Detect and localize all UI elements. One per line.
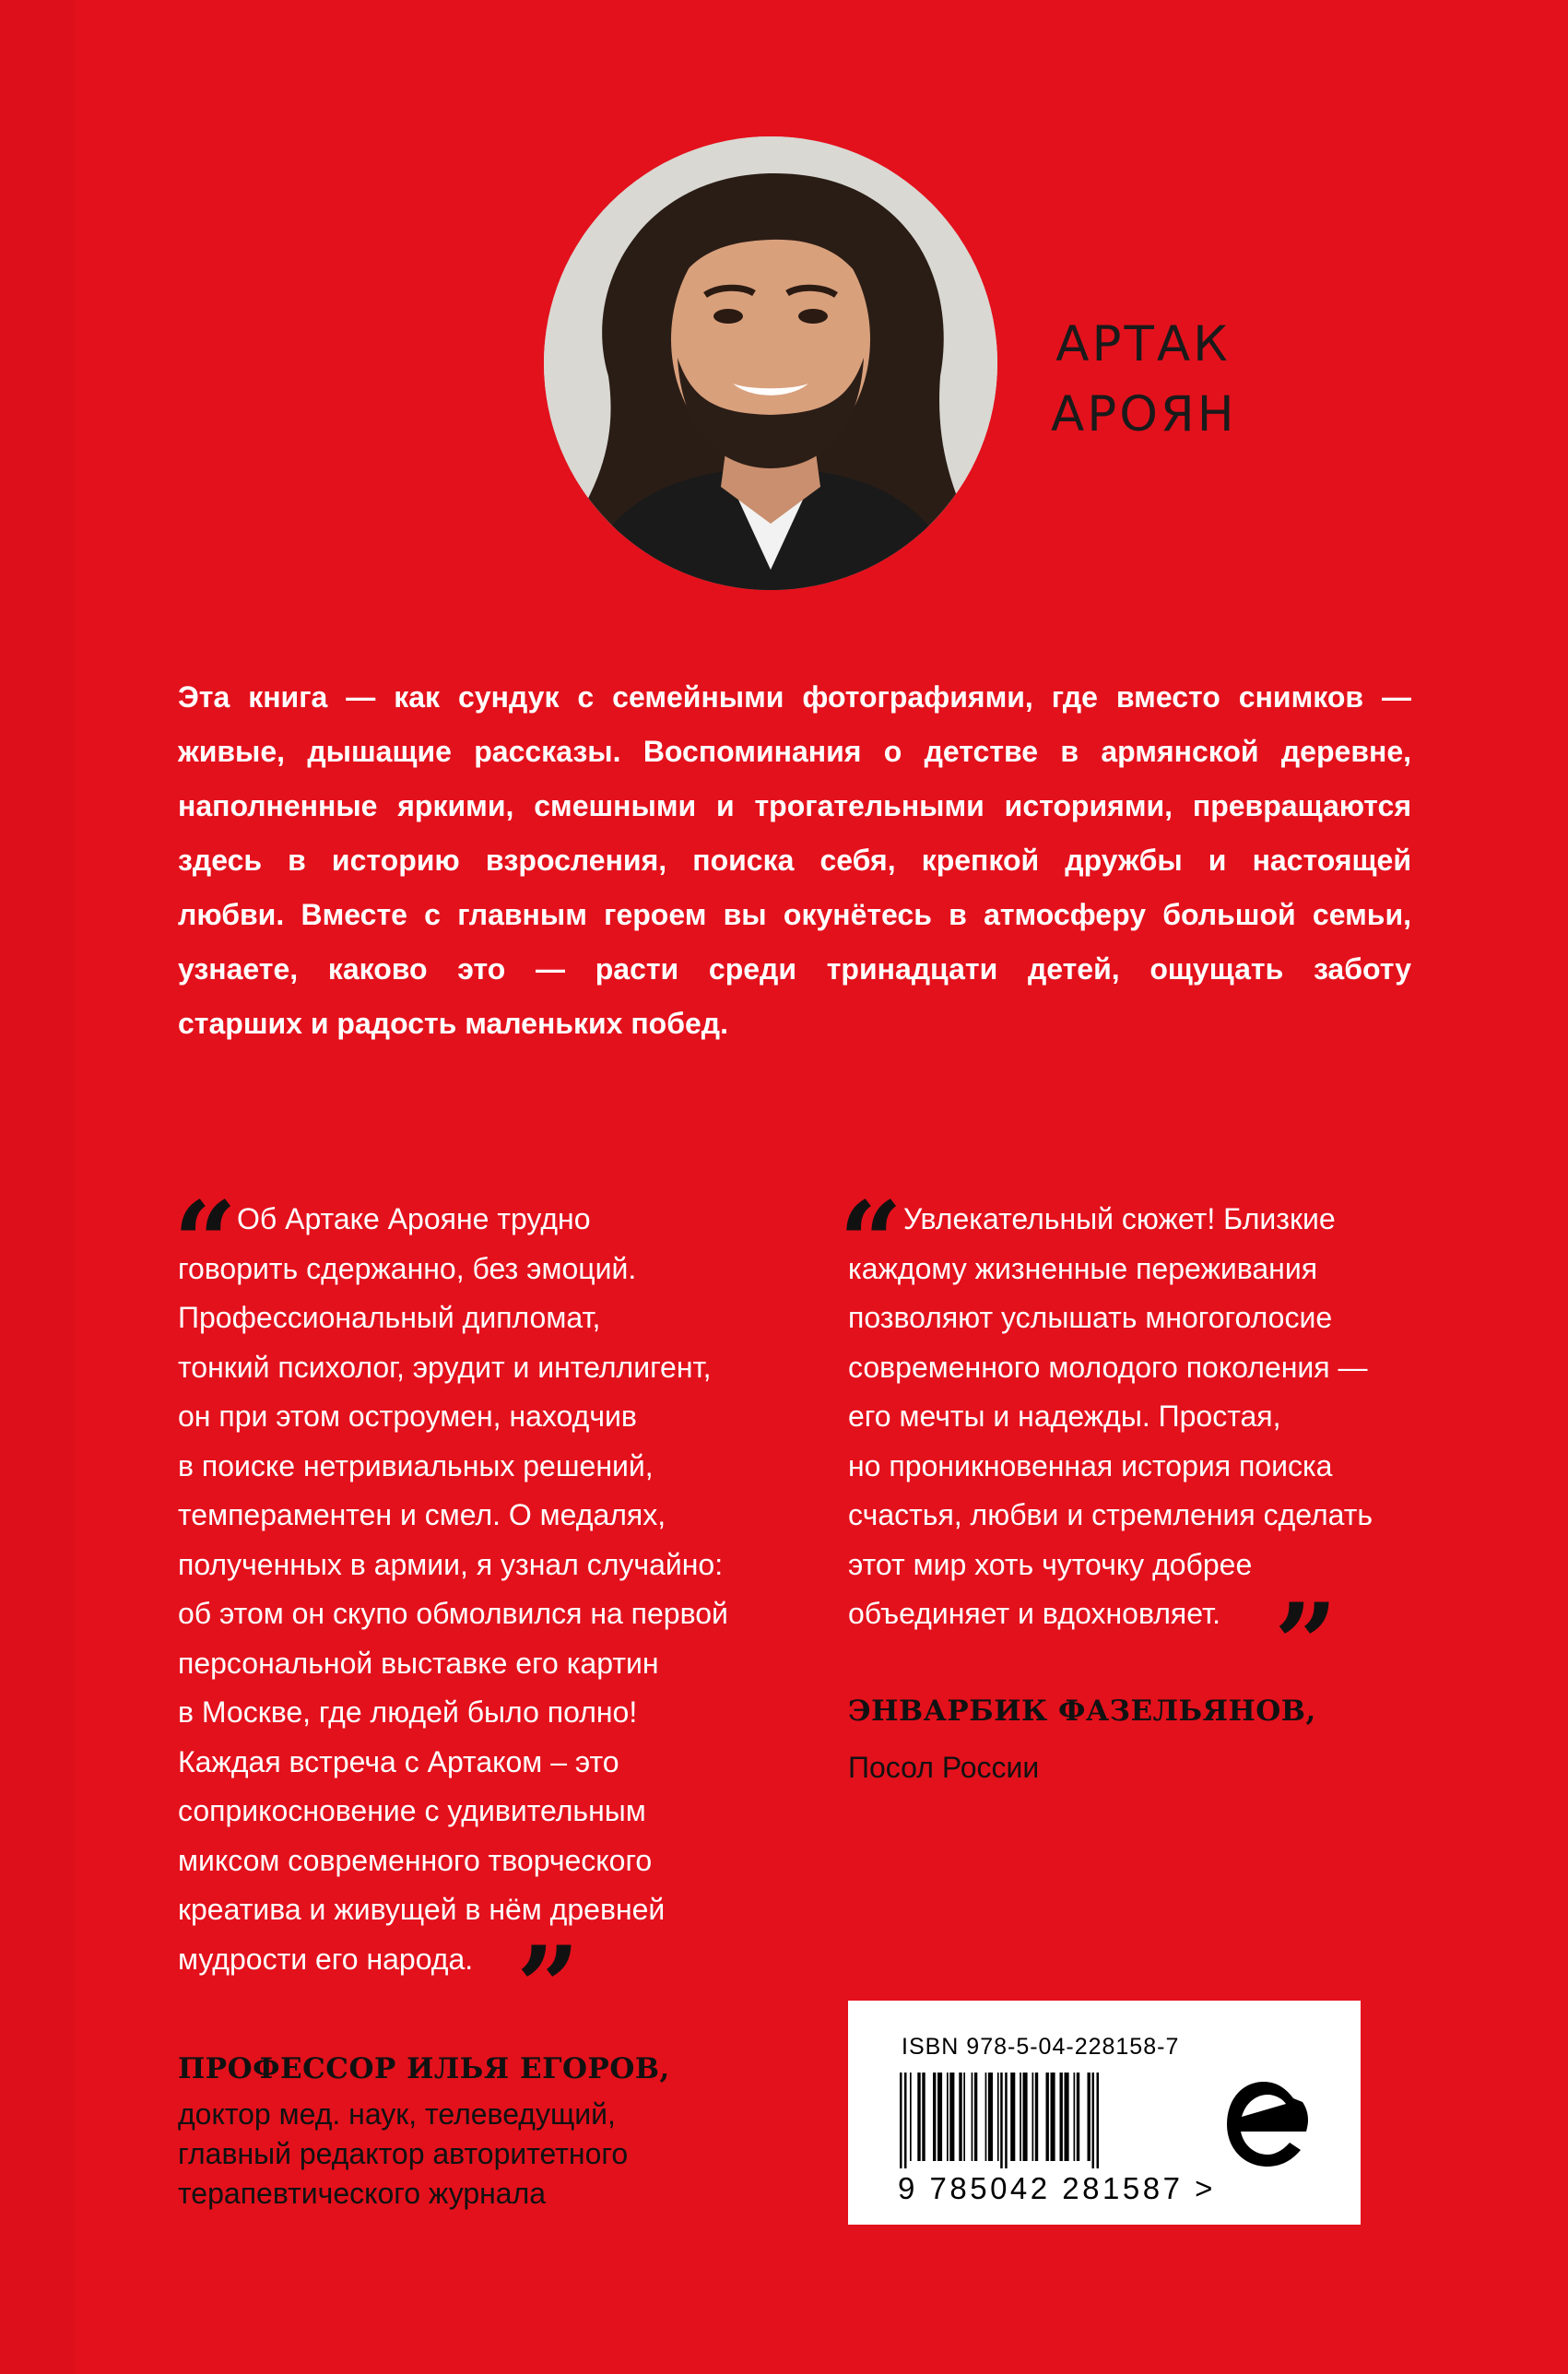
barcode-bar — [997, 2073, 999, 2161]
barcode-bar — [1023, 2073, 1028, 2161]
quote-left-line: в поиске нетривиальных решений, — [178, 1448, 654, 1482]
isbn-label: ISBN 978-5-04-228158-7 — [902, 2034, 1180, 2060]
quote-left-line: в Москве, где людей было полно! — [178, 1695, 638, 1729]
barcode-bar — [1088, 2073, 1091, 2161]
quote-left-line: он при этом остроумен, находчив — [178, 1400, 637, 1433]
barcode-bar — [1051, 2073, 1055, 2161]
quote-right-author-role — [848, 1748, 1039, 1788]
quote-left-line: Профессиональный дипломат, — [178, 1301, 601, 1334]
quote-left-line: Об Артаке Арояне трудно — [237, 1202, 591, 1235]
quote-right-line: Увлекательный сюжет! Близкие — [903, 1202, 1336, 1235]
barcode-bar — [1077, 2073, 1079, 2161]
barcode-bar — [974, 2073, 977, 2161]
quote-left-line: персональной выставке его картин — [178, 1646, 659, 1680]
annotation-line: узнаете, каково это — расти среди тринадцати детей, ощущать заботу — [178, 952, 1411, 986]
quote-left-line: мудрости его народа. — [178, 1942, 474, 1976]
annotation-line: старших и радость маленьких побед. — [178, 1007, 728, 1040]
quote-left-line: соприкосновение с удивительным — [178, 1794, 646, 1827]
barcode-bar — [922, 2073, 925, 2161]
quote-right-line: этот мир хоть чуточку добрее — [848, 1547, 1253, 1581]
quote-left-line: тонкий психолог, эрудит и интеллигент, — [178, 1350, 712, 1384]
quote-left-line: говорить сдержанно, без эмоций. — [178, 1251, 637, 1285]
quote-left-line: Каждая встреча с Артаком – это — [178, 1744, 619, 1778]
quote-right-line: современного молодого поколения — — [848, 1350, 1368, 1384]
quote-left-line: миксом современного творческого — [178, 1843, 653, 1877]
quote-right-line: счастья, любви и стремления сделать — [848, 1498, 1373, 1531]
cover-background — [0, 0, 74, 2374]
quote-left-text — [178, 1195, 728, 1984]
barcode-bar — [933, 2073, 936, 2161]
barcode-bar — [1065, 2073, 1069, 2161]
open-quote-icon: “ — [839, 1177, 903, 1307]
close-quote-icon: ” — [1274, 1579, 1338, 1709]
author-role-line: доктор мед. наук, телеведущий, — [178, 2097, 616, 2131]
annotation-line: Эта книга — как сундук с семейными фотографиями, где вместо снимков — — [178, 680, 1411, 714]
barcode-bar — [1035, 2073, 1038, 2161]
barcode-bar — [910, 2073, 912, 2161]
annotation-line: любви. Вместе с главным героем вы окунётесь в атмосферу большой семьи, — [178, 898, 1411, 931]
barcode-bar — [985, 2073, 987, 2161]
barcode-bar — [949, 2073, 954, 2161]
annotation-line: наполненные яркими, смешными и трогательными историями, превращаются — [178, 789, 1411, 822]
annotation-line: живые, дышащие рассказы. Воспоминания о детстве в армянской деревне, — [178, 735, 1411, 768]
barcode-bar — [1097, 2073, 1100, 2168]
publisher-logo-icon — [1221, 2073, 1314, 2176]
quote-right-text — [848, 1195, 1373, 1639]
quote-left-line: об этом он скупо обмолвился на первой — [178, 1597, 728, 1630]
quote-left-line: полученных в армии, я узнал случайно: — [178, 1547, 724, 1581]
author-last-name: АРОЯН — [1051, 386, 1237, 443]
author-role-line: терапевтического журнала — [178, 2177, 547, 2210]
open-quote-icon: “ — [173, 1177, 238, 1307]
barcode-bar — [1060, 2073, 1063, 2161]
isbn-digits: 9 785042 281587 > — [898, 2171, 1216, 2205]
quote-left-author: ПРОФЕССОР ИЛЬЯ ЕГОРОВ, — [178, 2052, 670, 2085]
barcode-bar — [1046, 2073, 1049, 2161]
barcode-bar — [1092, 2073, 1095, 2168]
barcode-bar — [1005, 2073, 1008, 2168]
book-annotation — [178, 670, 1411, 1051]
quote-right-line: позволяют услышать многоголосие — [848, 1301, 1333, 1334]
close-quote-icon: ” — [516, 1922, 581, 2052]
barcode-bar — [963, 2073, 965, 2161]
barcode-bar — [1000, 2073, 1003, 2168]
barcode-bar — [988, 2073, 993, 2161]
author-first-name: АРТАК — [1055, 316, 1231, 372]
barcode-bar — [937, 2073, 942, 2161]
barcode — [900, 2073, 1176, 2168]
quote-right-line: но проникновенная история поиска — [848, 1448, 1333, 1482]
barcode-bar — [900, 2073, 902, 2168]
quote-right-line: каждому жизненные переживания — [848, 1251, 1318, 1285]
author-portrait — [544, 136, 997, 590]
annotation-line: здесь в историю взросления, поиска себя, крепкой дружбы и настоящей — [178, 844, 1411, 877]
author-role-line: Посол России — [848, 1751, 1040, 1784]
quote-right-author: ЭНВАРБИК ФАЗЕЛЬЯНОВ, — [848, 1695, 1316, 1728]
barcode-bar — [959, 2073, 961, 2161]
barcode-bar — [1032, 2073, 1034, 2161]
barcode-bar — [1010, 2073, 1015, 2161]
barcode-bar — [1020, 2073, 1021, 2161]
barcode-bar — [1074, 2073, 1076, 2161]
barcode-bar — [947, 2073, 949, 2161]
barcode-bar — [904, 2073, 907, 2168]
quote-left-line: креатива и живущей в нём древней — [178, 1893, 666, 1926]
barcode-bar — [972, 2073, 973, 2161]
barcode-bar — [917, 2073, 920, 2161]
quote-right-line: его мечты и надежды. Простая, — [848, 1400, 1281, 1433]
quote-left-line: темпераментен и смел. О медалях, — [178, 1498, 666, 1531]
isbn-box — [848, 2001, 1361, 2225]
quote-right-line: объединяет и вдохновляет. — [848, 1597, 1220, 1630]
quote-left-author-role — [178, 2095, 628, 2214]
author-name — [1051, 310, 1235, 450]
author-role-line: главный редактор авторитетного — [178, 2137, 629, 2170]
